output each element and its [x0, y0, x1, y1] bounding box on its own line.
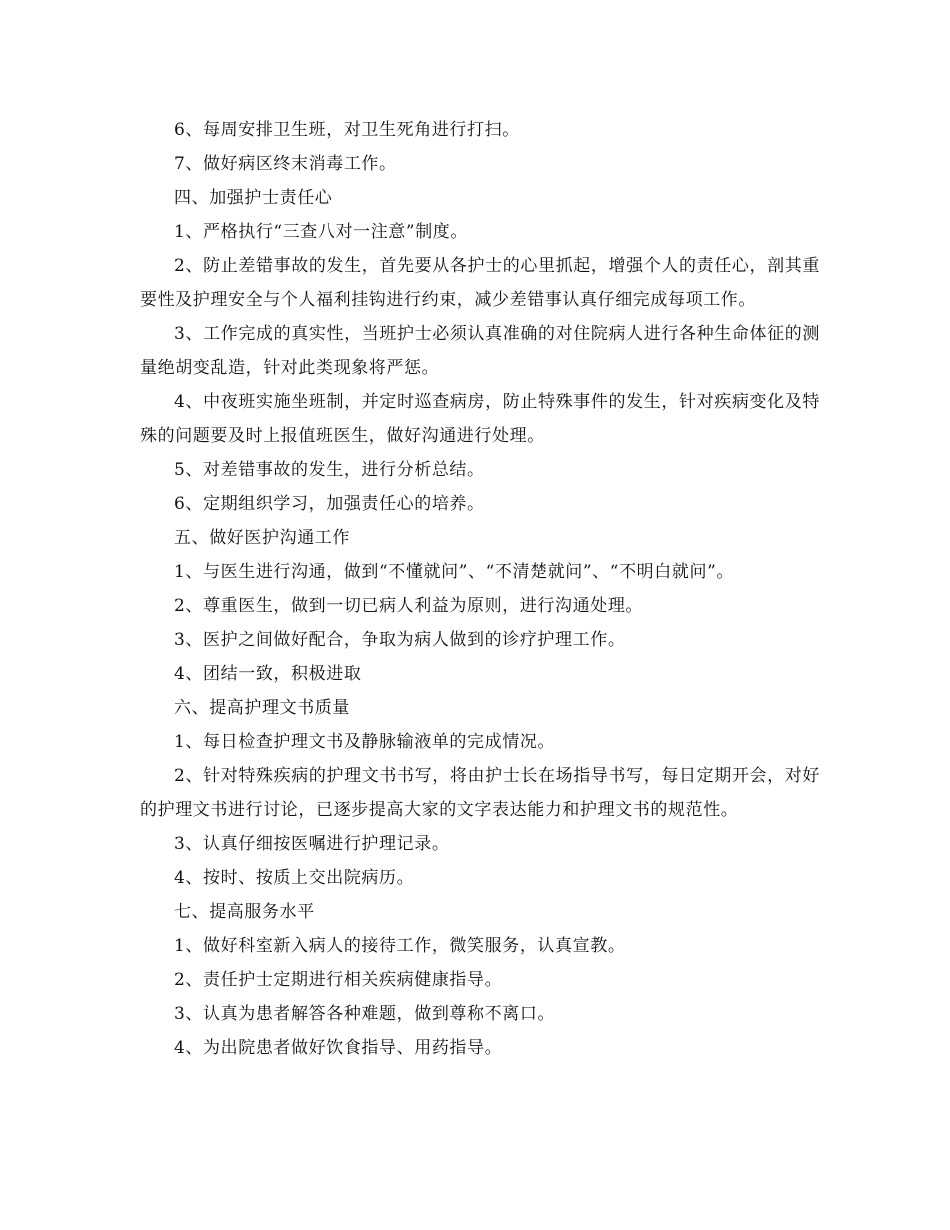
paragraph-item-6-training: 6、定期组织学习，加强责任心的培养。: [174, 494, 485, 514]
paragraph-item-7-disinfection: 7、做好病区终末消毒工作。: [174, 154, 397, 174]
paragraph-item-2-writing-guidance: 2、针对特殊疾病的护理文书书写，将由护士长在场指导书写，每日定期开会，对好的护理文书进行讨论，已逐步提高大家的文字表达能力和护理文书的规范性。: [140, 766, 820, 820]
paragraph-item-4-discharge: 4、为出院患者做好饮食指导、用药指导。: [174, 1038, 503, 1058]
section-heading-documentation: 六、提高护理文书质量: [174, 698, 350, 718]
paragraph-item-1-checks: 1、严格执行“三查八对一注意”制度。: [174, 222, 468, 242]
paragraph-item-5-analysis: 5、对差错事故的发生，进行分析总结。: [174, 460, 485, 480]
paragraph-item-4-submission: 4、按时、按质上交出院病历。: [174, 868, 415, 888]
paragraph-item-6-cleaning: 6、每周安排卫生班，对卫生死角进行打扫。: [174, 120, 520, 140]
section-heading-communication: 五、做好医护沟通工作: [174, 528, 350, 548]
paragraph-item-3-cooperation: 3、医护之间做好配合，争取为病人做到的诊疗护理工作。: [174, 630, 626, 650]
paragraph-item-1-reception: 1、做好科室新入病人的接待工作，微笑服务，认真宣教。: [174, 936, 626, 956]
section-heading-responsibility: 四、加强护士责任心: [174, 188, 333, 208]
paragraph-item-2-health-guidance: 2、责任护士定期进行相关疾病健康指导。: [174, 970, 503, 990]
paragraph-item-2-respect: 2、尊重医生，做到一切已病人利益为原则，进行沟通处理。: [174, 596, 644, 616]
paragraph-item-3-accuracy: 3、工作完成的真实性，当班护士必须认真准确的对住院病人进行各种生命体征的测量绝胡变乱造，针对此类现象将严惩。: [140, 324, 820, 378]
paragraph-item-2-error-prevention: 2、防止差错事故的发生，首先要从各护士的心里抓起，增强个人的责任心，剖其重要性及护理安全与个人福利挂钩进行约束，减少差错事认真仔细完成每项工作。: [140, 256, 820, 310]
section-heading-service: 七、提高服务水平: [174, 902, 315, 922]
paragraph-item-1-ask: 1、与医生进行沟通，做到“不懂就问”、“不清楚就问”、“不明白就问”。: [174, 562, 734, 582]
paragraph-item-3-answering: 3、认真为患者解答各种难题，做到尊称不离口。: [174, 1004, 556, 1024]
paragraph-item-1-daily-check: 1、每日检查护理文书及静脉输液单的完成情况。: [174, 732, 556, 752]
paragraph-item-3-records: 3、认真仔细按医嘱进行护理记录。: [174, 834, 450, 854]
document-body: [140, 113, 820, 1065]
paragraph-item-4-night-shift: 4、中夜班实施坐班制，并定时巡查病房，防止特殊事件的发生，针对疾病变化及特殊的问题要及时上报值班医生，做好沟通进行处理。: [140, 392, 820, 446]
paragraph-item-4-unity: 4、团结一致，积极进取: [174, 664, 362, 684]
